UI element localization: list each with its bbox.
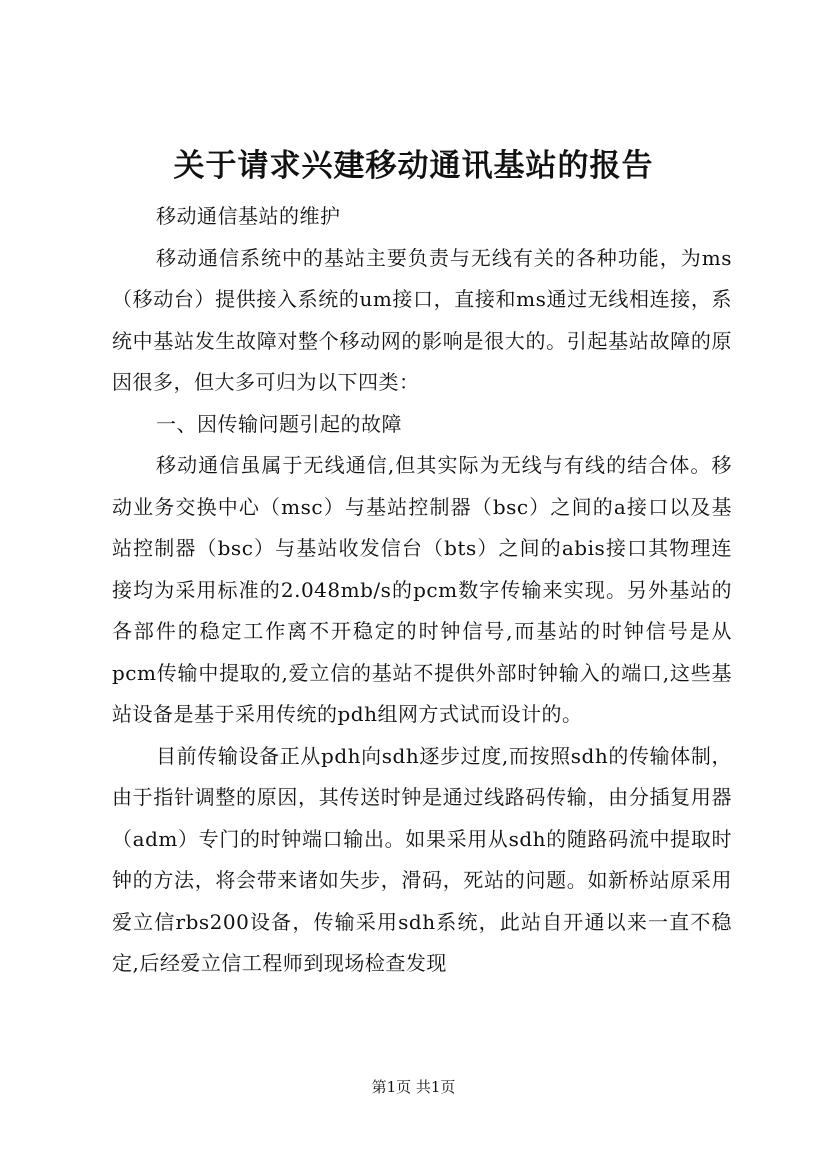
paragraph-sdh: 目前传输设备正从pdh向sdh逐步过度,而按照sdh的传输体制，由于指针调整的原因，其传送时钟是通过线路码传输，由分插复用器（adm）专门的时钟端口输出。如果采用从sdh的随路码流中提取时钟的方法，将会带来诸如失步，滑码，死站的问题。如新桥站原采用爱立信rbs200设备，传输采用sdh系统，此站自开通以来一直不稳定,后经爱立信工程师到现场检查发现 (112, 743, 732, 975)
section-heading-transmission: 一、因传输问题引起的故障 (156, 411, 402, 436)
document-title: 关于请求兴建移动通讯基站的报告 (173, 148, 654, 184)
section-heading-maintenance: 移动通信基站的维护 (156, 204, 341, 228)
paragraph-transmission: 移动通信虽属于无线通信,但其实际为无线与有线的结合体。移动业务交换中心（msc）与基站控制器（bsc）之间的a接口以及基站控制器（bsc）与基站收发信台（bts）之间的abis接口其物理连接均为采用标准的2.048mb/s的pcm数字传输来实现。另外基站的各部件的稳定工作离不开稳定的时钟信号,而基站的时钟信号是从pcm传输中提取的,爱立信的基站不提供外部时钟输入的端口,这些基站设备是基于采用传统的pdh组网方式试而设计的。 (112, 453, 732, 726)
document-body (112, 196, 732, 985)
page-footer: 第1页 共1页 (371, 1078, 456, 1096)
paragraph-intro: 移动通信系统中的基站主要负责与无线有关的各种功能，为ms（移动台）提供接入系统的um接口，直接和ms通过无线相连接，系统中基站发生故障对整个移动网的影响是很大的。引起基站故障的原因很多，但大多可归为以下四类： (112, 245, 732, 394)
